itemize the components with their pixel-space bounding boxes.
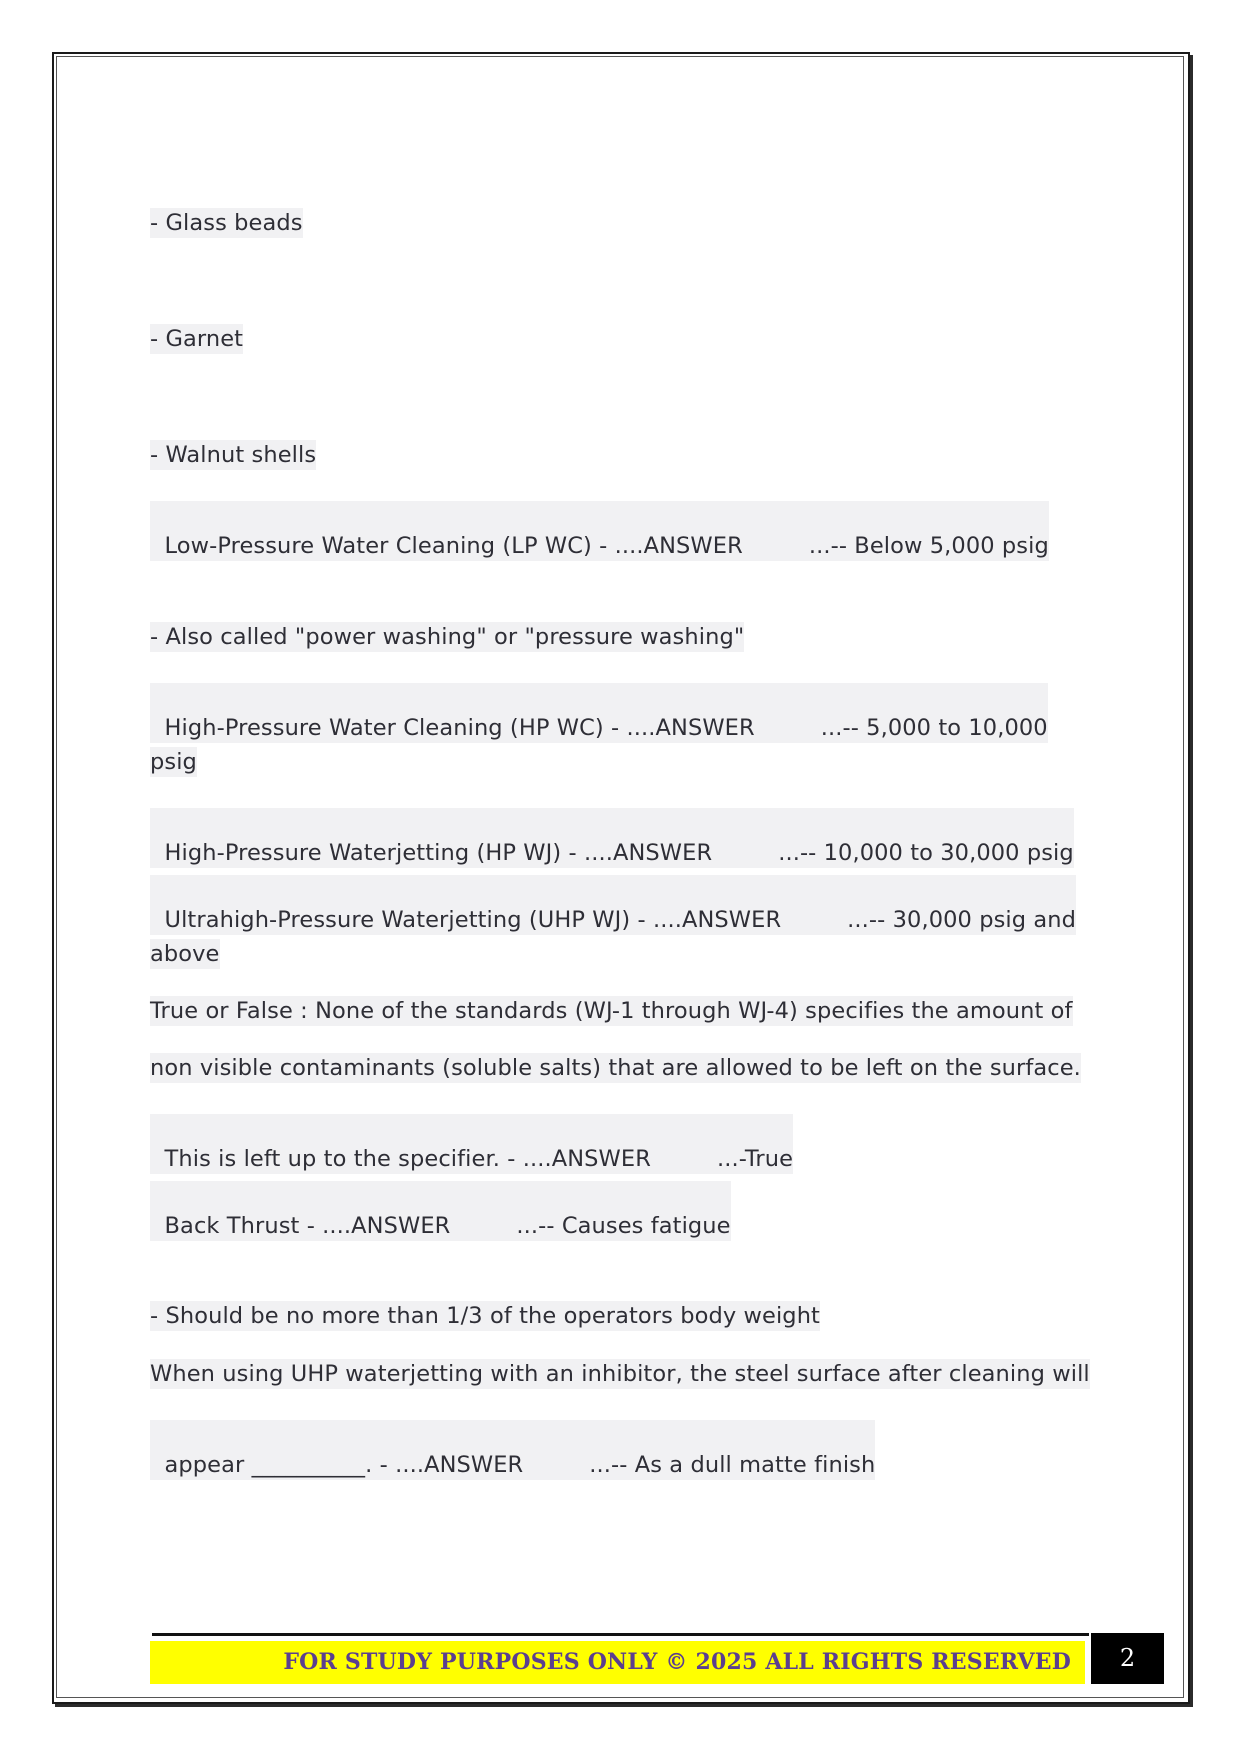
qa-line	[150, 875, 1076, 935]
text-line: - Also called "power washing" or "pressure washing"	[150, 624, 745, 650]
qa-question: High-Pressure Waterjetting (HP WJ) - ....ANSWER	[164, 840, 713, 866]
qa-answer: ...-True	[716, 1146, 794, 1172]
qa-line	[150, 808, 1074, 868]
qa-line	[150, 683, 1048, 743]
qa-answer: ...-- 30,000 psig and	[847, 907, 1077, 933]
qa-answer: ...-- As a dull matte finish	[589, 1452, 876, 1478]
text-line: - Walnut shells	[150, 442, 317, 468]
page-number: 2	[1091, 1633, 1164, 1684]
qa-question: Low-Pressure Water Cleaning (LP WC) - ....ANSWER	[164, 533, 743, 559]
text-line: psig	[150, 749, 197, 775]
qa-answer: ...-- Causes fatigue	[516, 1213, 731, 1239]
qa-line	[150, 1181, 731, 1241]
footer-copyright: FOR STUDY PURPOSES ONLY © 2025 ALL RIGHTS RESERVED	[283, 1649, 1071, 1675]
qa-question: This is left up to the specifier. - ....ANSWER	[164, 1146, 651, 1172]
qa-line	[150, 1114, 793, 1174]
qa-answer: ...-- Below 5,000 psig	[808, 533, 1049, 559]
text-line: - Should be no more than 1/3 of the operators body weight	[150, 1303, 820, 1329]
qa-line	[150, 501, 1049, 561]
text-line: non visible contaminants (soluble salts) that are allowed to be left on the surface.	[150, 1055, 1081, 1081]
text-line: True or False : None of the standards (WJ-1 through WJ-4) specifies the amount of	[150, 998, 1073, 1024]
qa-question: appear __________. - ....ANSWER	[164, 1452, 524, 1478]
text-line: - Garnet	[150, 326, 244, 352]
text-line: above	[150, 941, 220, 967]
text-line: - Glass beads	[150, 210, 303, 236]
text-fragment: Also called "power washing" or "pressure washing"	[165, 624, 745, 650]
footer-rule	[152, 1633, 1089, 1636]
qa-question: Back Thrust - ....ANSWER	[164, 1213, 451, 1239]
text-line: When using UHP waterjetting with an inhibitor, the steel surface after cleaning will	[150, 1361, 1090, 1387]
qa-question: Ultrahigh-Pressure Waterjetting (UHP WJ) - ....ANSWER	[164, 907, 782, 933]
qa-answer: ...-- 5,000 to 10,000	[820, 715, 1048, 741]
footer-bar	[150, 1641, 1085, 1684]
qa-line	[150, 1420, 875, 1480]
qa-answer: ...-- 10,000 to 30,000 psig	[778, 840, 1074, 866]
qa-question: High-Pressure Water Cleaning (HP WC) - ....ANSWER	[164, 715, 755, 741]
